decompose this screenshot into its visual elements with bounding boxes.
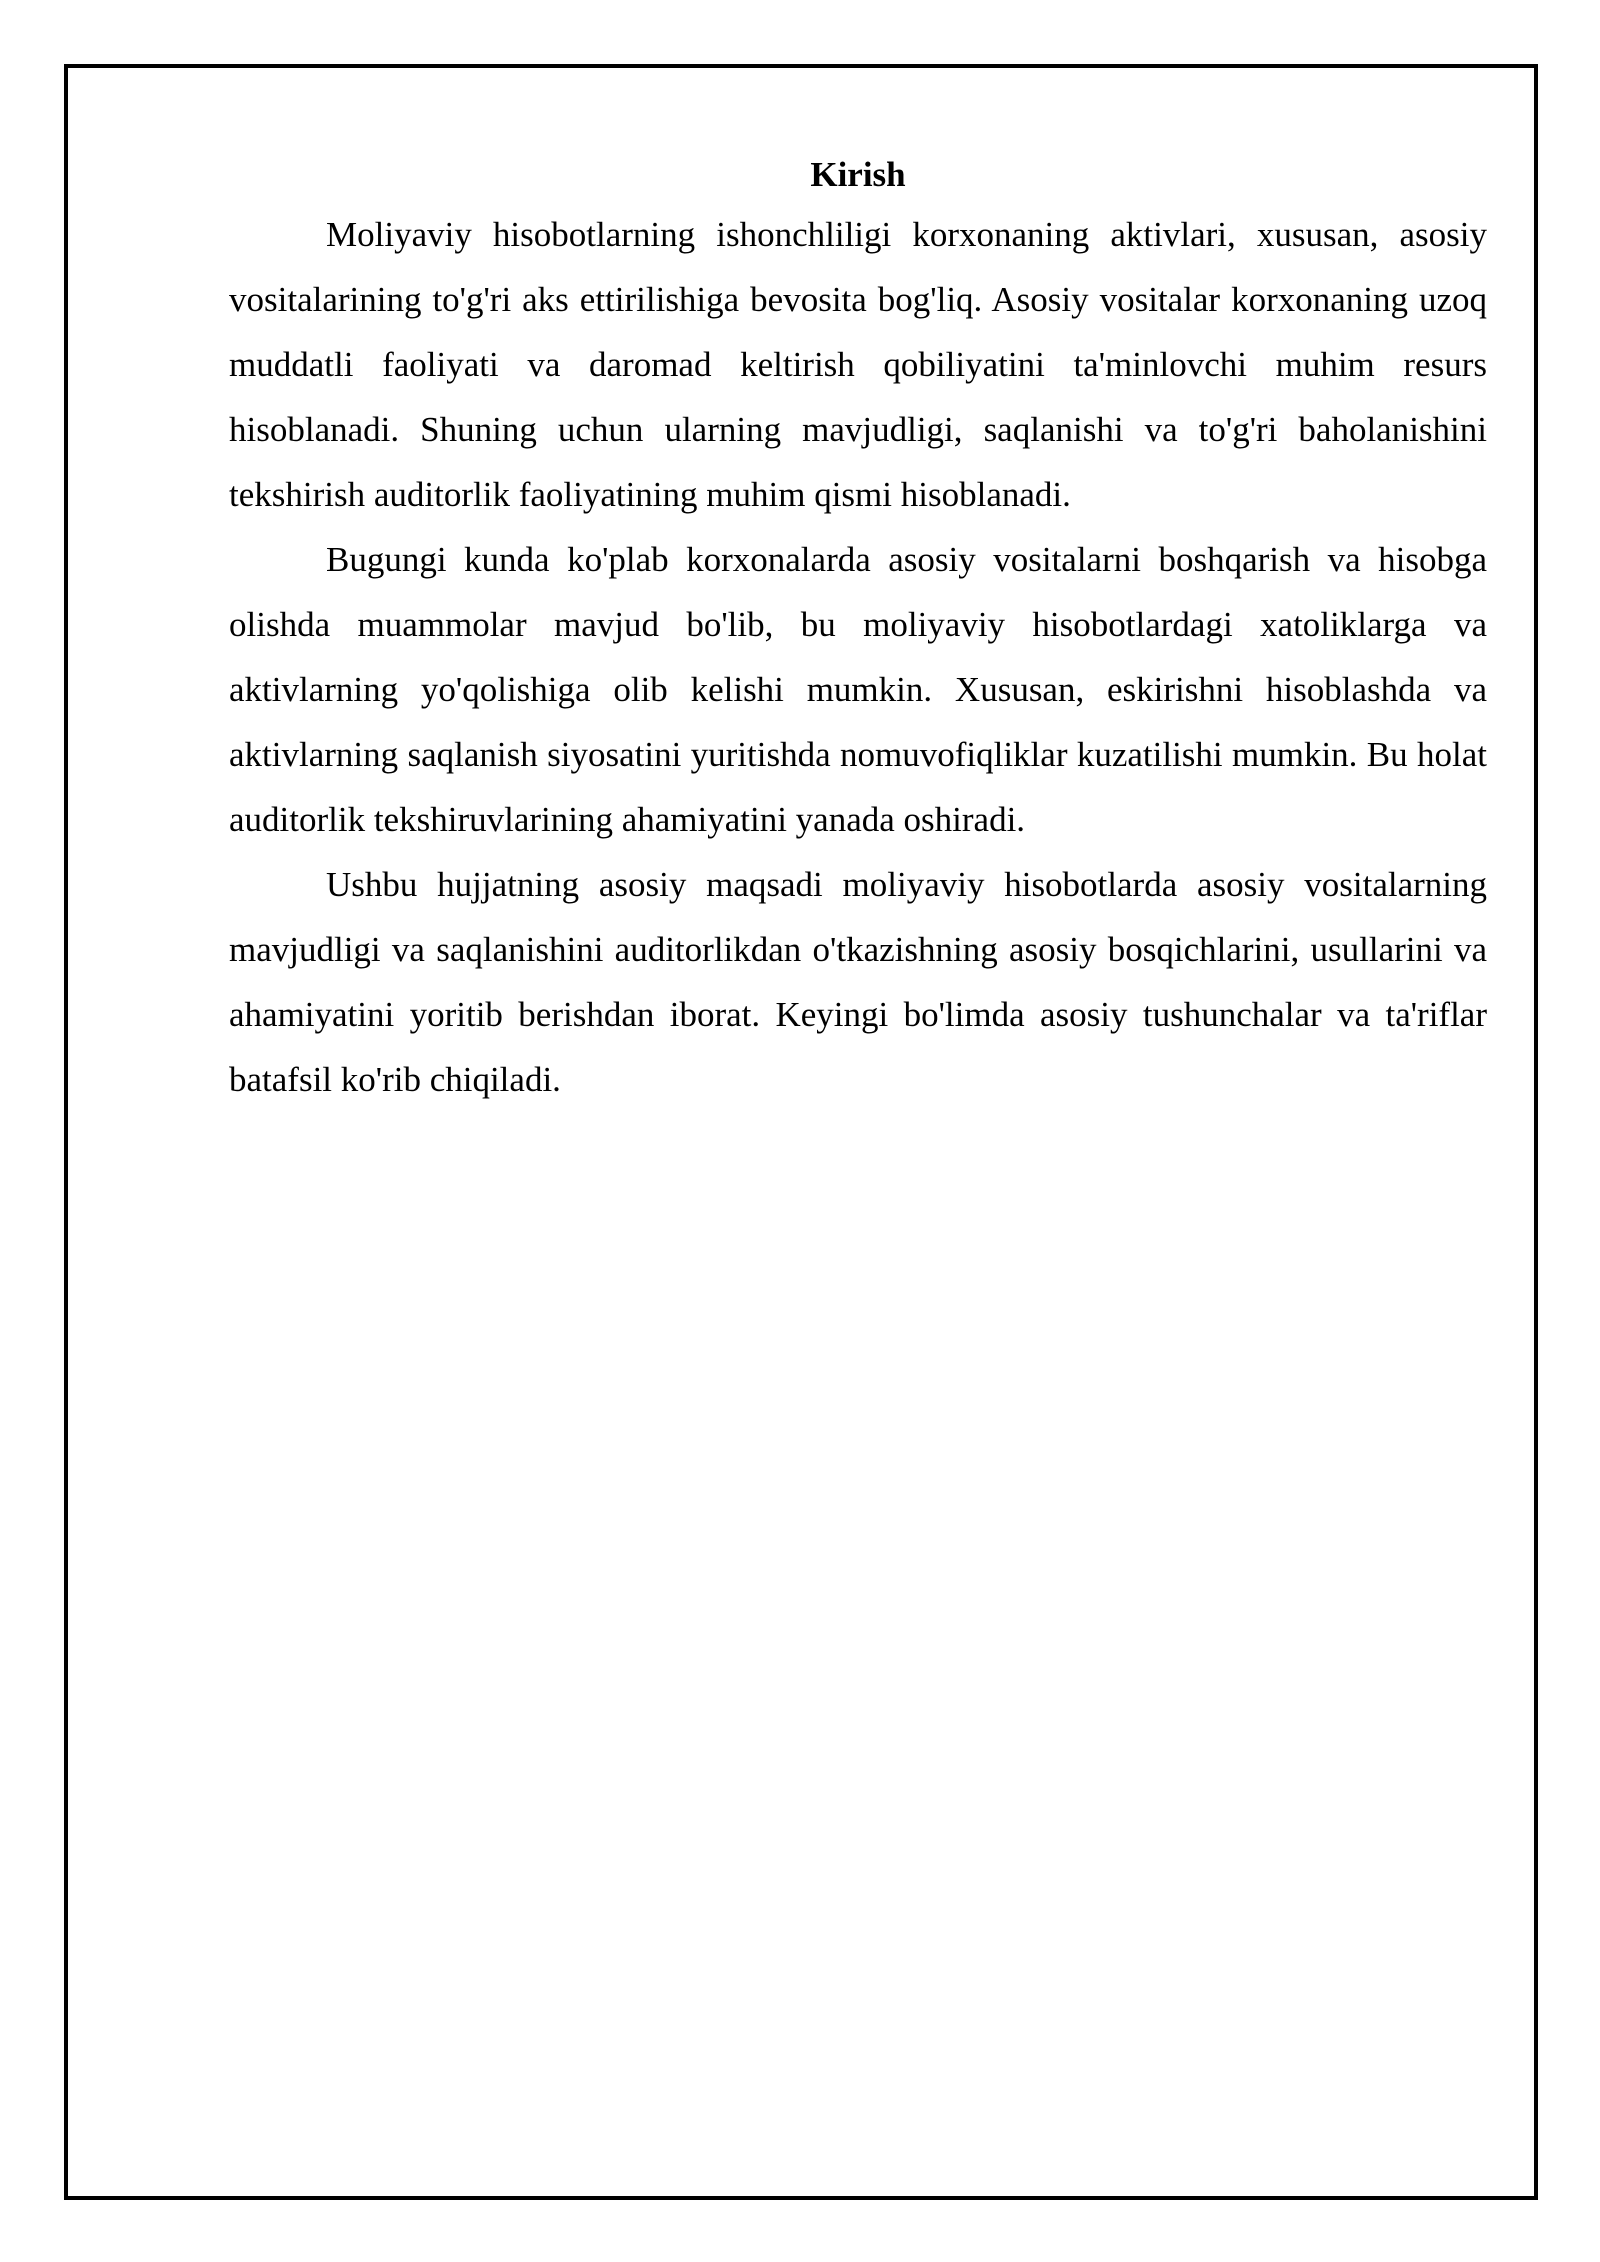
section-title: Kirish xyxy=(810,155,906,194)
paragraph-2: Bugungi kunda ko'plab korxonalarda asosiy vositalarni boshqarish va hisobga olishda muammolar mavjud bo'lib, bu moliyaviy hisobotlardagi xatoliklarga va aktivlarning yo'qolishiga olib kelishi mumkin. Xususan, eskirishni hisoblashda va aktivlarning saqlanish siyosatini yuritishda nomuvofiqliklar kuzatilishi mumkin. Bu holat auditorlik tekshiruvlarining ahamiyatini yanada oshiradi. xyxy=(229,540,1487,839)
paragraph-1: Moliyaviy hisobotlarning ishonchliligi korxonaning aktivlari, xususan, asosiy vositalarining to'g'ri aks ettirilishiga bevosita bog'liq. Asosiy vositalar korxonaning uzoq muddatli faoliyati va daromad keltirish qobiliyatini ta'minlovchi muhim resurs hisoblanadi. Shuning uchun ularning mavjudligi, saqlanishi va to'g'ri baholanishini tekshirish auditorlik faoliyatining muhim qismi hisoblanadi. xyxy=(229,215,1487,514)
document-body xyxy=(229,152,1487,1112)
paragraph-3: Ushbu hujjatning asosiy maqsadi moliyaviy hisobotlarda asosiy vositalarning mavjudligi va saqlanishini auditorlikdan o'tkazishning asosiy bosqichlarini, usullarini va ahamiyatini yoritib berishdan iborat. Keyingi bo'limda asosiy tushunchalar va ta'riflar batafsil ko'rib chiqiladi. xyxy=(229,865,1487,1099)
